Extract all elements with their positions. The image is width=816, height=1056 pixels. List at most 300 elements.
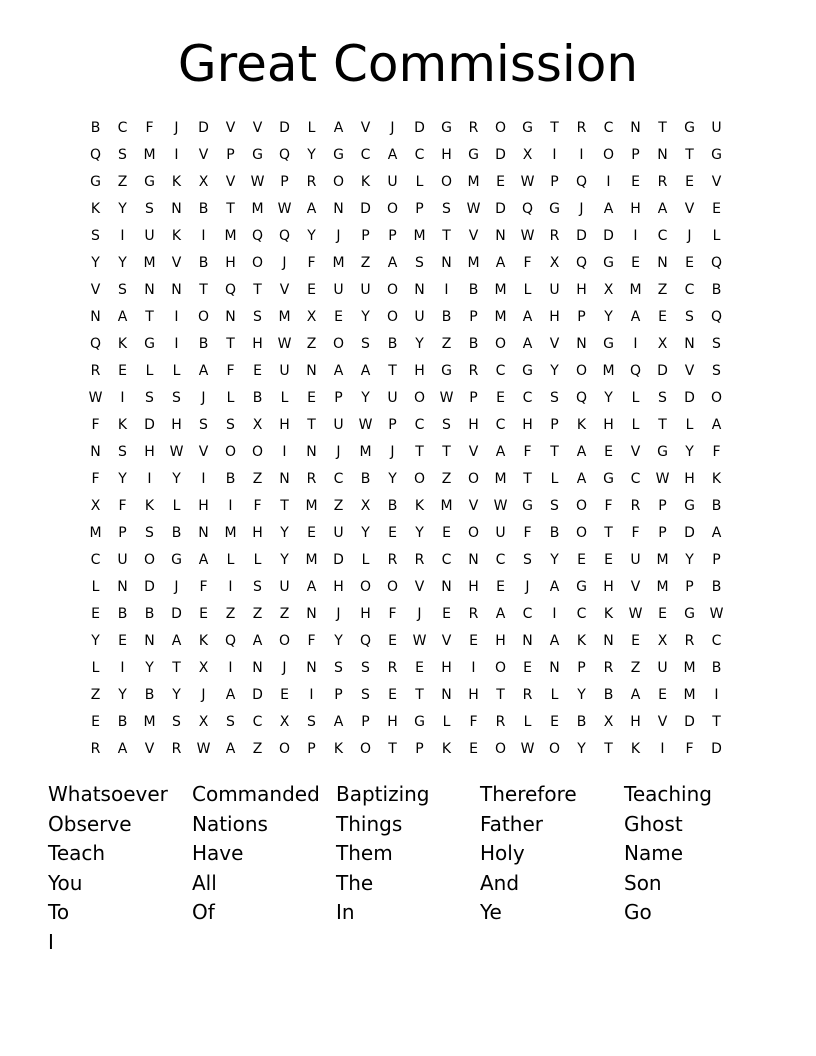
grid-row — [82, 276, 730, 303]
grid-letter: C — [117, 119, 128, 136]
grid-letter: E — [550, 713, 559, 730]
grid-letter: B — [198, 200, 209, 217]
grid-letter: D — [144, 578, 155, 595]
grid-letter: Q — [575, 254, 588, 271]
grid-letter: U — [414, 308, 425, 325]
grid-letter: B — [711, 497, 722, 514]
grid-letter: O — [413, 470, 426, 487]
grid-letter: I — [552, 605, 557, 622]
grid-letter: K — [576, 416, 587, 433]
grid-letter: N — [441, 686, 452, 703]
word-list-item: Ye — [480, 900, 502, 925]
grid-row — [82, 465, 730, 492]
grid-letter: D — [279, 119, 290, 136]
grid-letter: L — [523, 281, 532, 298]
grid-letter: O — [332, 173, 345, 190]
grid-letter: G — [144, 335, 155, 352]
grid-letter: J — [174, 578, 179, 595]
grid-letter: C — [576, 605, 587, 622]
grid-letter: F — [388, 605, 397, 622]
grid-letter: Q — [710, 308, 723, 325]
grid-letter: E — [91, 713, 100, 730]
grid-letter: A — [630, 686, 641, 703]
grid-letter: D — [576, 227, 587, 244]
grid-letter: M — [89, 524, 102, 541]
word-list-item: Nations — [192, 811, 268, 836]
grid-letter: G — [252, 146, 263, 163]
grid-letter: G — [684, 119, 695, 136]
grid-letter: E — [118, 632, 127, 649]
grid-row — [82, 492, 730, 519]
grid-letter: R — [387, 551, 398, 568]
grid-letter: M — [602, 362, 615, 379]
grid-row — [82, 735, 730, 762]
grid-letter: O — [548, 740, 561, 757]
grid-letter: D — [144, 416, 155, 433]
grid-letter: L — [226, 551, 235, 568]
grid-letter: R — [549, 227, 560, 244]
grid-letter: K — [117, 335, 128, 352]
grid-letter: R — [387, 659, 398, 676]
grid-letter: L — [91, 659, 100, 676]
grid-letter: O — [467, 524, 480, 541]
grid-letter: J — [336, 605, 341, 622]
grid-letter: C — [603, 119, 614, 136]
grid-letter: O — [575, 524, 588, 541]
grid-row — [82, 249, 730, 276]
grid-letter: J — [579, 200, 584, 217]
grid-letter: S — [334, 659, 343, 676]
grid-letter: I — [633, 335, 638, 352]
grid-letter: S — [199, 416, 208, 433]
grid-letter: E — [388, 632, 397, 649]
grid-letter: N — [630, 119, 641, 136]
grid-letter: B — [387, 497, 398, 514]
grid-letter: H — [144, 443, 155, 460]
word-list-item: Things — [336, 811, 403, 836]
grid-letter: L — [631, 416, 640, 433]
grid-letter: H — [171, 416, 182, 433]
grid-letter: N — [198, 524, 209, 541]
grid-letter: F — [226, 362, 235, 379]
word-list-item: To — [48, 900, 70, 925]
grid-letter: Y — [550, 551, 559, 568]
grid-letter: V — [198, 443, 209, 460]
grid-letter: R — [306, 173, 317, 190]
grid-letter: B — [144, 686, 155, 703]
grid-letter: J — [282, 659, 287, 676]
grid-letter: S — [253, 578, 262, 595]
grid-letter: F — [604, 497, 613, 514]
grid-letter: E — [631, 173, 640, 190]
grid-letter: H — [549, 308, 560, 325]
grid-letter: Y — [361, 389, 370, 406]
grid-row — [82, 681, 730, 708]
grid-letter: T — [523, 470, 532, 487]
grid-letter: I — [282, 443, 287, 460]
grid-letter: Y — [685, 443, 694, 460]
grid-letter: K — [576, 632, 587, 649]
grid-letter: E — [199, 605, 208, 622]
grid-letter: E — [685, 173, 694, 190]
grid-letter: E — [523, 659, 532, 676]
grid-letter: X — [657, 335, 668, 352]
grid-letter: U — [117, 551, 128, 568]
grid-letter: Y — [415, 335, 424, 352]
grid-letter: R — [90, 740, 101, 757]
grid-letter: Q — [251, 227, 264, 244]
grid-letter: X — [306, 308, 317, 325]
grid-letter: M — [305, 551, 318, 568]
grid-letter: H — [603, 416, 614, 433]
grid-letter: I — [201, 227, 206, 244]
grid-letter: E — [388, 524, 397, 541]
grid-letter: S — [361, 659, 370, 676]
grid-letter: M — [656, 578, 669, 595]
grid-letter: T — [226, 200, 235, 217]
grid-letter: O — [467, 470, 480, 487]
grid-letter: K — [630, 740, 641, 757]
grid-letter: C — [495, 551, 506, 568]
grid-letter: N — [306, 659, 317, 676]
grid-letter: I — [228, 497, 233, 514]
grid-letter: N — [252, 659, 263, 676]
grid-letter: V — [441, 632, 452, 649]
grid-letter: J — [201, 389, 206, 406]
grid-letter: Y — [118, 254, 127, 271]
grid-letter: N — [279, 470, 290, 487]
grid-letter: P — [226, 146, 235, 163]
grid-letter: L — [631, 389, 640, 406]
grid-letter: O — [224, 443, 237, 460]
grid-row — [82, 330, 730, 357]
grid-letter: P — [361, 713, 370, 730]
grid-letter: T — [199, 281, 208, 298]
grid-letter: I — [120, 227, 125, 244]
grid-letter: Y — [604, 308, 613, 325]
grid-letter: M — [413, 227, 426, 244]
word-list-item: In — [336, 900, 355, 925]
grid-letter: R — [576, 119, 587, 136]
grid-letter: C — [90, 551, 101, 568]
grid-letter: B — [225, 470, 236, 487]
grid-letter: N — [117, 578, 128, 595]
grid-letter: R — [171, 740, 182, 757]
grid-letter: A — [306, 578, 317, 595]
grid-letter: R — [414, 551, 425, 568]
grid-letter: A — [333, 713, 344, 730]
grid-letter: I — [471, 659, 476, 676]
grid-letter: T — [388, 362, 397, 379]
grid-letter: A — [225, 686, 236, 703]
grid-letter: T — [145, 308, 154, 325]
grid-letter: X — [603, 281, 614, 298]
grid-letter: H — [495, 632, 506, 649]
grid-letter: C — [630, 470, 641, 487]
grid-letter: K — [198, 632, 209, 649]
grid-letter: Q — [710, 254, 723, 271]
grid-letter: N — [306, 362, 317, 379]
grid-letter: F — [307, 254, 316, 271]
grid-letter: E — [388, 686, 397, 703]
grid-letter: N — [468, 551, 479, 568]
grid-letter: B — [576, 713, 587, 730]
grid-letter: V — [549, 335, 560, 352]
word-list-item: Have — [192, 841, 244, 866]
grid-letter: S — [550, 497, 559, 514]
grid-letter: P — [712, 551, 721, 568]
grid-letter: W — [520, 740, 535, 757]
grid-letter: O — [413, 389, 426, 406]
grid-letter: L — [280, 389, 289, 406]
grid-letter: M — [251, 200, 264, 217]
grid-letter: V — [198, 146, 209, 163]
grid-letter: Y — [91, 254, 100, 271]
grid-letter: P — [334, 389, 343, 406]
grid-letter: W — [250, 173, 265, 190]
grid-letter: T — [442, 227, 451, 244]
grid-letter: G — [657, 443, 668, 460]
grid-letter: M — [359, 443, 372, 460]
grid-letter: F — [118, 497, 127, 514]
grid-letter: T — [658, 119, 667, 136]
grid-letter: K — [360, 173, 371, 190]
grid-letter: A — [630, 308, 641, 325]
grid-letter: S — [253, 308, 262, 325]
grid-letter: Y — [685, 551, 694, 568]
grid-letter: M — [305, 497, 318, 514]
grid-letter: A — [333, 119, 344, 136]
grid-letter: H — [279, 416, 290, 433]
grid-letter: Z — [333, 497, 344, 514]
grid-letter: G — [441, 362, 452, 379]
grid-letter: G — [603, 254, 614, 271]
grid-letter: G — [576, 578, 587, 595]
grid-letter: S — [550, 389, 559, 406]
grid-row — [82, 438, 730, 465]
grid-letter: W — [439, 389, 454, 406]
word-list — [48, 780, 768, 958]
grid-letter: K — [603, 605, 614, 622]
grid-letter: L — [172, 497, 181, 514]
grid-letter: A — [576, 470, 587, 487]
grid-letter: L — [550, 470, 559, 487]
grid-letter: E — [118, 362, 127, 379]
grid-letter: O — [359, 578, 372, 595]
word-list-item: Them — [336, 841, 393, 866]
word-list-item: Teach — [48, 841, 106, 866]
grid-letter: A — [306, 200, 317, 217]
grid-letter: P — [577, 659, 586, 676]
grid-letter: N — [90, 443, 101, 460]
grid-letter: N — [576, 335, 587, 352]
grid-letter: Z — [306, 335, 317, 352]
grid-letter: I — [174, 308, 179, 325]
word-list-item: Observe — [48, 811, 132, 836]
grid-letter: W — [196, 740, 211, 757]
grid-letter: J — [390, 443, 395, 460]
grid-letter: A — [198, 362, 209, 379]
grid-letter: J — [390, 119, 395, 136]
grid-letter: T — [415, 686, 424, 703]
grid-row — [82, 627, 730, 654]
grid-letter: X — [252, 416, 263, 433]
grid-letter: E — [415, 659, 424, 676]
grid-row — [82, 546, 730, 573]
grid-letter: X — [549, 254, 560, 271]
grid-letter: A — [522, 335, 533, 352]
grid-letter: U — [279, 578, 290, 595]
grid-letter: E — [631, 632, 640, 649]
grid-letter: S — [91, 227, 100, 244]
grid-letter: W — [277, 335, 292, 352]
grid-letter: E — [496, 578, 505, 595]
grid-letter: V — [225, 173, 236, 190]
grid-letter: A — [333, 362, 344, 379]
grid-letter: Q — [278, 227, 291, 244]
grid-letter: U — [360, 281, 371, 298]
grid-letter: K — [144, 497, 155, 514]
grid-letter: A — [360, 362, 371, 379]
grid-letter: M — [683, 659, 696, 676]
grid-letter: O — [386, 308, 399, 325]
word-list-item: Son — [624, 870, 662, 895]
grid-letter: W — [358, 416, 373, 433]
grid-letter: X — [360, 497, 371, 514]
grid-letter: E — [658, 686, 667, 703]
word-list-item: I — [48, 929, 54, 954]
grid-letter: M — [629, 281, 642, 298]
grid-letter: Y — [280, 551, 289, 568]
grid-letter: P — [307, 740, 316, 757]
grid-letter: V — [711, 173, 722, 190]
grid-letter: N — [90, 308, 101, 325]
grid-letter: N — [495, 227, 506, 244]
grid-letter: P — [631, 146, 640, 163]
grid-letter: F — [523, 524, 532, 541]
grid-letter: V — [279, 281, 290, 298]
grid-letter: E — [712, 200, 721, 217]
grid-letter: M — [224, 227, 237, 244]
grid-row — [82, 573, 730, 600]
grid-letter: P — [388, 227, 397, 244]
grid-letter: V — [360, 119, 371, 136]
grid-letter: D — [495, 146, 506, 163]
grid-letter: N — [603, 632, 614, 649]
grid-letter: H — [333, 578, 344, 595]
grid-letter: U — [144, 227, 155, 244]
grid-letter: B — [198, 254, 209, 271]
grid-letter: Q — [89, 146, 102, 163]
grid-letter: I — [174, 146, 179, 163]
grid-letter: A — [711, 524, 722, 541]
grid-letter: Y — [118, 200, 127, 217]
grid-letter: R — [306, 470, 317, 487]
grid-letter: T — [172, 659, 181, 676]
grid-letter: A — [171, 632, 182, 649]
grid-letter: P — [415, 200, 424, 217]
grid-letter: S — [307, 713, 316, 730]
grid-letter: M — [224, 524, 237, 541]
grid-letter: Y — [172, 686, 181, 703]
grid-letter: I — [606, 173, 611, 190]
grid-letter: P — [280, 173, 289, 190]
grid-letter: G — [684, 497, 695, 514]
word-list-item: Of — [192, 900, 215, 925]
grid-letter: O — [143, 551, 156, 568]
grid-letter: U — [333, 281, 344, 298]
grid-letter: E — [442, 524, 451, 541]
grid-letter: N — [333, 200, 344, 217]
grid-letter: T — [442, 443, 451, 460]
grid-letter: N — [549, 659, 560, 676]
grid-letter: N — [171, 281, 182, 298]
grid-letter: Z — [225, 605, 236, 622]
grid-letter: Q — [278, 146, 291, 163]
grid-letter: E — [253, 362, 262, 379]
grid-letter: T — [604, 524, 613, 541]
grid-letter: I — [174, 335, 179, 352]
grid-letter: S — [712, 362, 721, 379]
grid-letter: Z — [117, 173, 128, 190]
grid-letter: M — [143, 254, 156, 271]
grid-letter: M — [683, 686, 696, 703]
grid-letter: C — [684, 281, 695, 298]
grid-row — [82, 195, 730, 222]
grid-letter: H — [252, 335, 263, 352]
grid-letter: E — [658, 308, 667, 325]
grid-letter: Q — [224, 281, 237, 298]
grid-letter: P — [361, 227, 370, 244]
grid-letter: F — [199, 578, 208, 595]
grid-letter: V — [468, 227, 479, 244]
grid-letter: X — [279, 713, 290, 730]
grid-letter: O — [278, 632, 291, 649]
grid-letter: H — [468, 578, 479, 595]
grid-letter: J — [201, 686, 206, 703]
grid-letter: J — [174, 119, 179, 136]
grid-letter: M — [440, 497, 453, 514]
grid-letter: S — [712, 335, 721, 352]
grid-letter: A — [117, 308, 128, 325]
grid-letter: R — [90, 362, 101, 379]
grid-letter: D — [252, 686, 263, 703]
grid-letter: G — [171, 551, 182, 568]
grid-letter: L — [550, 686, 559, 703]
grid-letter: Z — [441, 335, 452, 352]
grid-letter: A — [576, 443, 587, 460]
grid-letter: A — [522, 308, 533, 325]
grid-letter: Y — [361, 524, 370, 541]
grid-letter: U — [630, 551, 641, 568]
grid-letter: L — [307, 119, 316, 136]
grid-letter: Z — [90, 686, 101, 703]
grid-letter: S — [172, 389, 181, 406]
grid-letter: F — [145, 119, 154, 136]
grid-letter: U — [549, 281, 560, 298]
grid-letter: U — [387, 173, 398, 190]
grid-letter: J — [282, 254, 287, 271]
grid-letter: G — [414, 713, 425, 730]
word-list-item: Therefore — [480, 782, 577, 806]
grid-letter: Y — [577, 686, 586, 703]
grid-letter: L — [523, 713, 532, 730]
grid-letter: O — [494, 335, 507, 352]
grid-letter: U — [387, 389, 398, 406]
grid-letter: O — [386, 281, 399, 298]
grid-letter: C — [522, 389, 533, 406]
grid-letter: S — [658, 389, 667, 406]
